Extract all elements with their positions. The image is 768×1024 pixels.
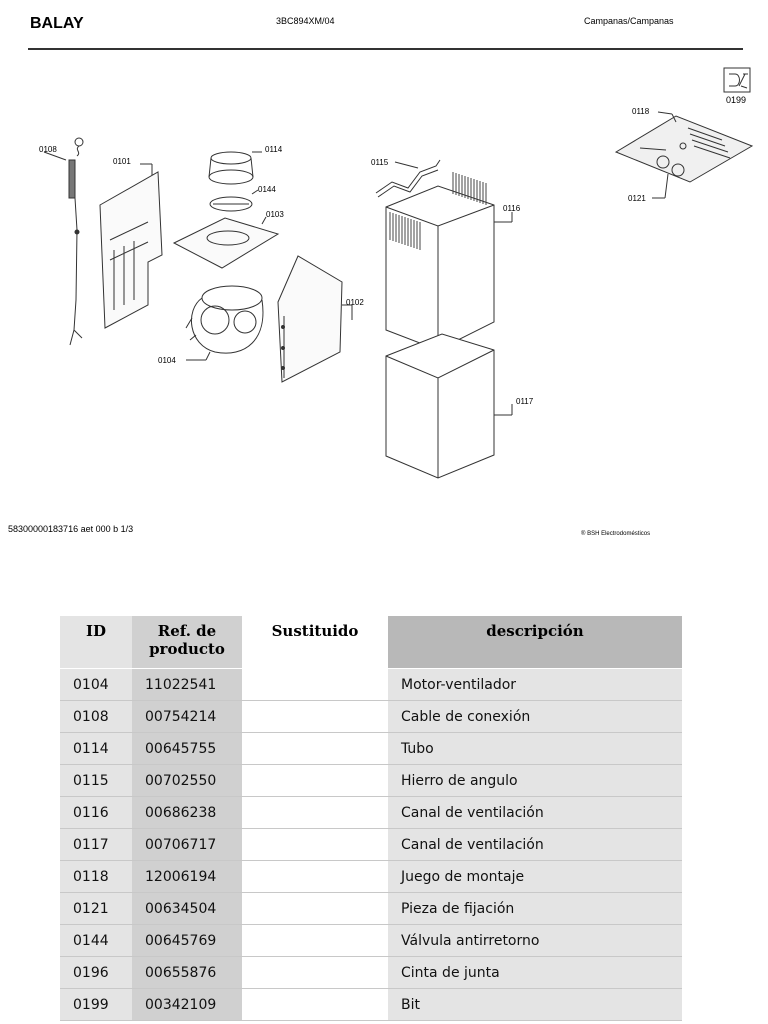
cell-description: Canal de ventilación	[388, 797, 682, 829]
part-0103-plate	[174, 217, 278, 268]
table-row	[60, 829, 682, 861]
cell-substituted	[242, 893, 388, 925]
column-header-description: descripción	[388, 616, 682, 669]
cell-description: Cable de conexión	[388, 701, 682, 733]
cell-id: 0115	[60, 765, 132, 797]
cell-description: Cinta de junta	[388, 957, 682, 989]
diagram-label-0115: 0115	[371, 158, 389, 167]
cell-ref: 00655876	[132, 957, 242, 989]
table-row	[60, 925, 682, 957]
part-0108-cable	[44, 138, 83, 345]
cell-ref: 00645755	[132, 733, 242, 765]
table-row	[60, 957, 682, 989]
cell-substituted	[242, 797, 388, 829]
diagram-label-0104: 0104	[158, 356, 176, 365]
diagram-label-0116: 0116	[503, 204, 521, 213]
cell-id: 0118	[60, 861, 132, 893]
diagram-label-0102: 0102	[346, 298, 364, 307]
cell-id: 0117	[60, 829, 132, 861]
wrench-tool-icon	[724, 68, 750, 92]
part-0114-tube	[209, 152, 262, 184]
brand-name: BALAY	[30, 15, 84, 32]
cell-id: 0108	[60, 701, 132, 733]
cell-substituted	[242, 829, 388, 861]
cell-ref: 00342109	[132, 989, 242, 1021]
cell-substituted	[242, 733, 388, 765]
part-0118-mounting-kit	[616, 112, 752, 198]
column-header-ref	[132, 616, 242, 669]
cell-ref: 00634504	[132, 893, 242, 925]
table-header-row	[60, 616, 682, 669]
cell-substituted	[242, 669, 388, 701]
part-0104-motor	[186, 286, 263, 360]
diagram-label-0118: 0118	[632, 107, 650, 116]
cell-ref: 00754214	[132, 701, 242, 733]
cell-substituted	[242, 989, 388, 1021]
exploded-parts-diagram	[0, 60, 768, 510]
cell-ref: 00645769	[132, 925, 242, 957]
cell-description: Pieza de fijación	[388, 893, 682, 925]
column-header-id: ID	[60, 616, 132, 669]
cell-ref: 00706717	[132, 829, 242, 861]
diagram-label-0108: 0108	[39, 145, 57, 154]
cell-id: 0199	[60, 989, 132, 1021]
cell-ref: 00686238	[132, 797, 242, 829]
part-0102-panel	[278, 256, 352, 382]
diagram-label-0121: 0121	[628, 194, 646, 203]
table-row	[60, 701, 682, 733]
column-header-ref-line2: producto	[149, 640, 225, 658]
part-0101-panel	[100, 164, 162, 328]
table-row	[60, 765, 682, 797]
model-number: 3BC894XM/04	[276, 16, 335, 26]
cell-id: 0144	[60, 925, 132, 957]
document-id: 58300000183716 aet 000 b 1/3	[8, 524, 134, 534]
cell-id: 0114	[60, 733, 132, 765]
table-row	[60, 893, 682, 925]
cell-description: Canal de ventilación	[388, 829, 682, 861]
copyright-text: ® BSH Electrodomésticos	[581, 531, 651, 537]
cell-substituted	[242, 765, 388, 797]
diagram-label-0103: 0103	[266, 210, 284, 219]
cell-id: 0121	[60, 893, 132, 925]
cell-description: Hierro de angulo	[388, 765, 682, 797]
cell-id: 0196	[60, 957, 132, 989]
table-row	[60, 797, 682, 829]
table-row	[60, 733, 682, 765]
table-row	[60, 989, 682, 1021]
part-0116-chimney-upper	[386, 172, 512, 350]
diagram-label-0144: 0144	[258, 185, 276, 194]
cell-substituted	[242, 701, 388, 733]
product-category: Campanas/Campanas	[584, 16, 674, 26]
cell-ref: 00702550	[132, 765, 242, 797]
diagram-label-0114: 0114	[265, 145, 283, 154]
cell-description: Bit	[388, 989, 682, 1021]
cell-id: 0116	[60, 797, 132, 829]
cell-id: 0104	[60, 669, 132, 701]
diagram-label-0199: 0199	[726, 95, 747, 105]
cell-description: Motor-ventilador	[388, 669, 682, 701]
part-0117-chimney-lower	[386, 334, 512, 478]
cell-substituted	[242, 957, 388, 989]
cell-ref: 11022541	[132, 669, 242, 701]
table-row	[60, 669, 682, 701]
table-row	[60, 861, 682, 893]
part-0144-valve	[210, 190, 258, 211]
cell-description: Válvula antirretorno	[388, 925, 682, 957]
diagram-label-0101: 0101	[113, 157, 131, 166]
header-divider	[28, 48, 743, 50]
parts-table	[60, 616, 682, 1021]
cell-substituted	[242, 861, 388, 893]
cell-description: Tubo	[388, 733, 682, 765]
diagram-label-0117: 0117	[516, 397, 534, 406]
cell-description: Juego de montaje	[388, 861, 682, 893]
column-header-substituted: Sustituido	[242, 616, 388, 669]
cell-substituted	[242, 925, 388, 957]
cell-ref: 12006194	[132, 861, 242, 893]
column-header-ref-line1: Ref. de	[157, 622, 217, 640]
